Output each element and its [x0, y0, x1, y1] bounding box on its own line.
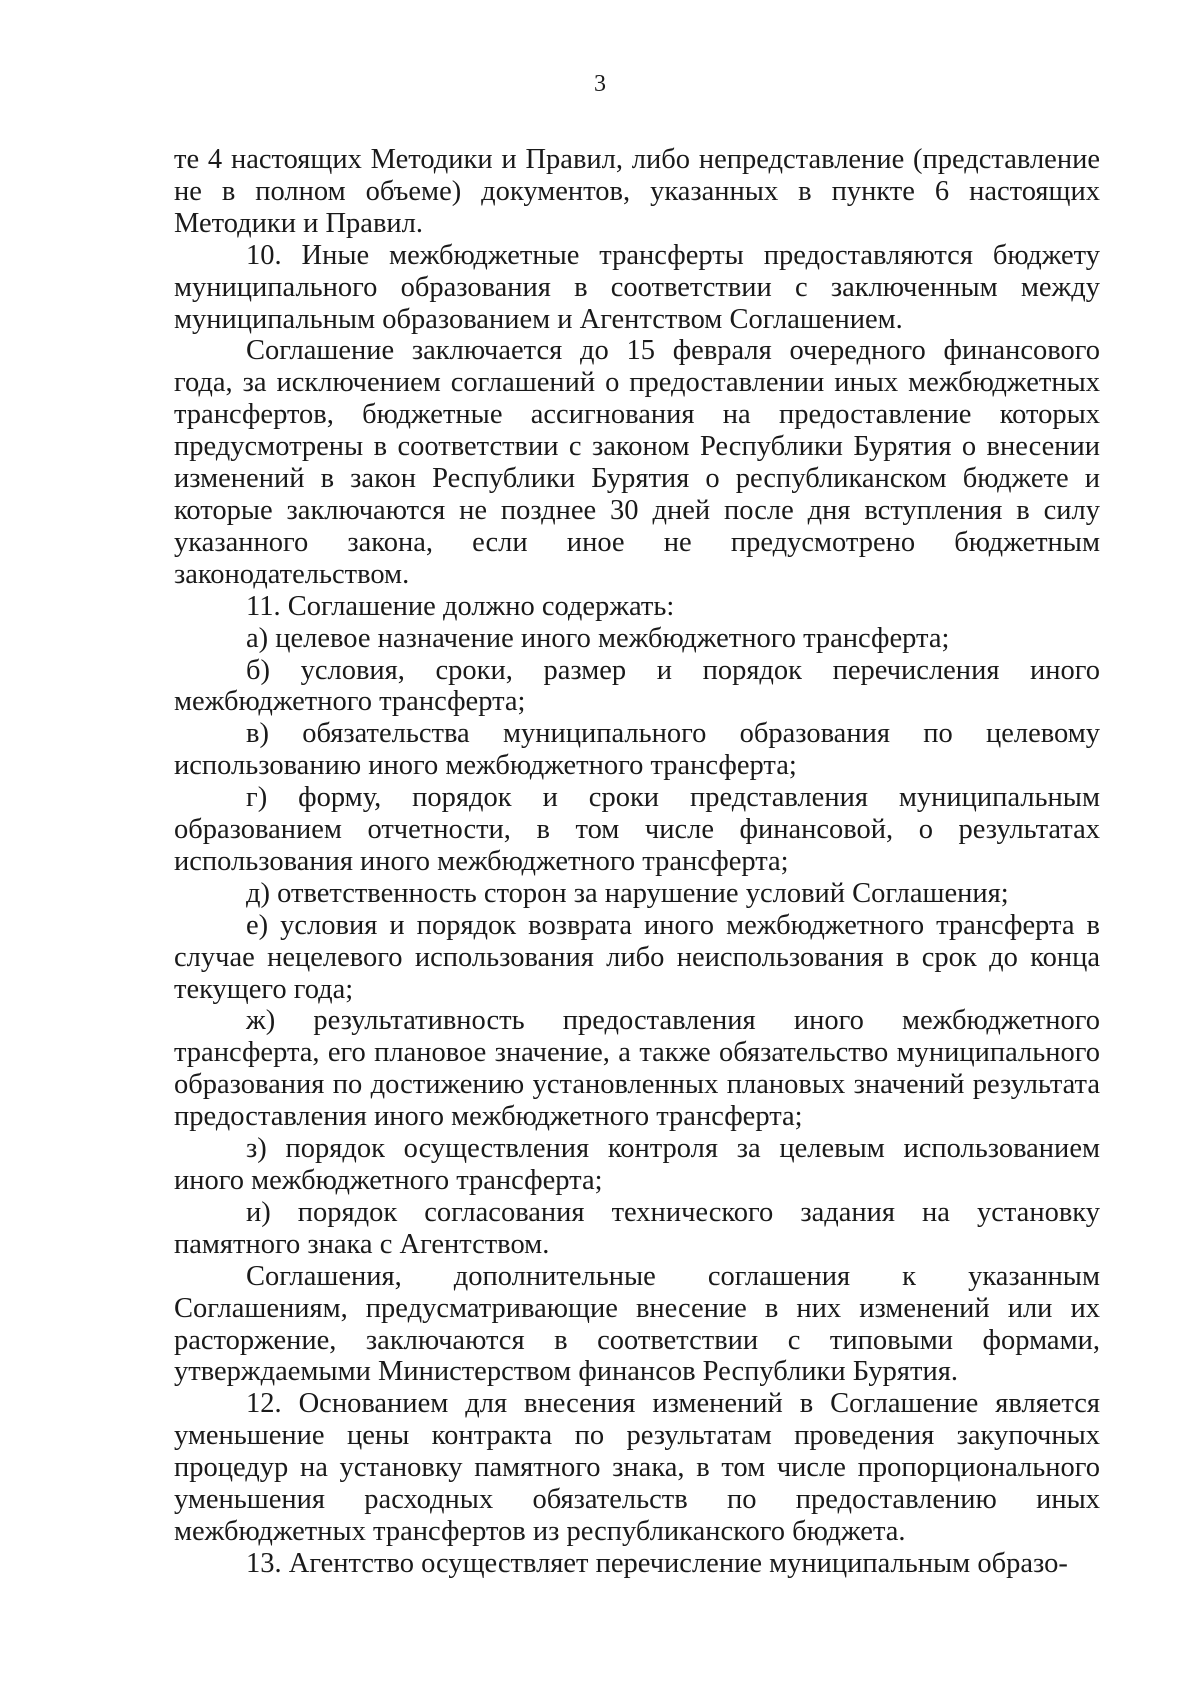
list-item-v: в) обязательства муниципального образования по целевому использованию иного межбюджетного трансферта; [174, 718, 1100, 782]
list-item-z: з) порядок осуществления контроля за целевым использованием иного межбюджетного трансферта; [174, 1133, 1100, 1196]
list-item-g: г) форму, порядок и сроки представления муниципальным образованием отчетности, в том числе финансовой, о результатах использования иного межбюджетного трансферта; [174, 782, 1100, 877]
list-item-a: а) целевое назначение иного межбюджетного трансферта; [246, 622, 950, 654]
paragraph-item-11: 11. Соглашение должно содержать: [246, 590, 675, 622]
list-item-b: б) условия, сроки, размер и порядок перечисления иного межбюджетного трансферта; [174, 654, 1100, 718]
document-body [174, 144, 1100, 1580]
list-item-e: е) условия и порядок возврата иного межбюджетного трансферта в случае нецелевого использования либо неиспользования в срок до конца текущего года; [174, 909, 1100, 1005]
paragraph-additional-agreements: Соглашения, дополнительные соглашения к указанным Соглашениям, предусматривающие внесение в них изменений или их расторжение, заключаются в соответствии с типовыми формами, утверждаемыми Министерством финансов Республики Бурятия. [174, 1260, 1100, 1388]
list-item-i: и) порядок согласования технического задания на установку памятного знака с Агентством. [174, 1196, 1100, 1260]
paragraph-item-13: 13. Агентство осуществляет перечисление муниципальным образо- [246, 1547, 1068, 1579]
paragraph-continuation: те 4 настоящих Методики и Правил, либо непредставление (представление не в полном объеме) документов, указанных в пункте 6 настоящих Методики и Правил. [174, 144, 1100, 239]
paragraph-agreement-deadline: Соглашение заключается до 15 февраля очередного финансового года, за исключением соглашений о предоставлении иных межбюджетных трансфертов, бюджетные ассигнования на предоставление которых предусмотрены в соответствии с законом Республики Бурятия о внесении изменений в закон Республики Бурятия о республиканском бюджете и которые заключаются не позднее 30 дней после дня вступления в силу указанного закона, если иное не предусмотрено бюджетным законодательством. [174, 335, 1100, 590]
page-number: 3 [594, 71, 606, 97]
list-item-d: д) ответственность сторон за нарушение условий Соглашения; [246, 877, 1009, 909]
list-item-zh: ж) результативность предоставления иного межбюджетного трансферта, его плановое значение, а также обязательство муниципального образования по достижению установленных плановых значений результата предоставления иного межбюджетного трансферта; [174, 1005, 1100, 1133]
paragraph-item-12: 12. Основанием для внесения изменений в Соглашение является уменьшение цены контракта по результатам проведения закупочных процедур на установку памятного знака, в том числе пропорционального уменьшения расходных обязательств по предоставлению иных межбюджетных трансфертов из республиканского бюджета. [174, 1388, 1100, 1547]
paragraph-item-10: 10. Иные межбюджетные трансферты предоставляются бюджету муниципального образования в соответствии с заключенным между муниципальным образованием и Агентством Соглашением. [174, 239, 1100, 335]
